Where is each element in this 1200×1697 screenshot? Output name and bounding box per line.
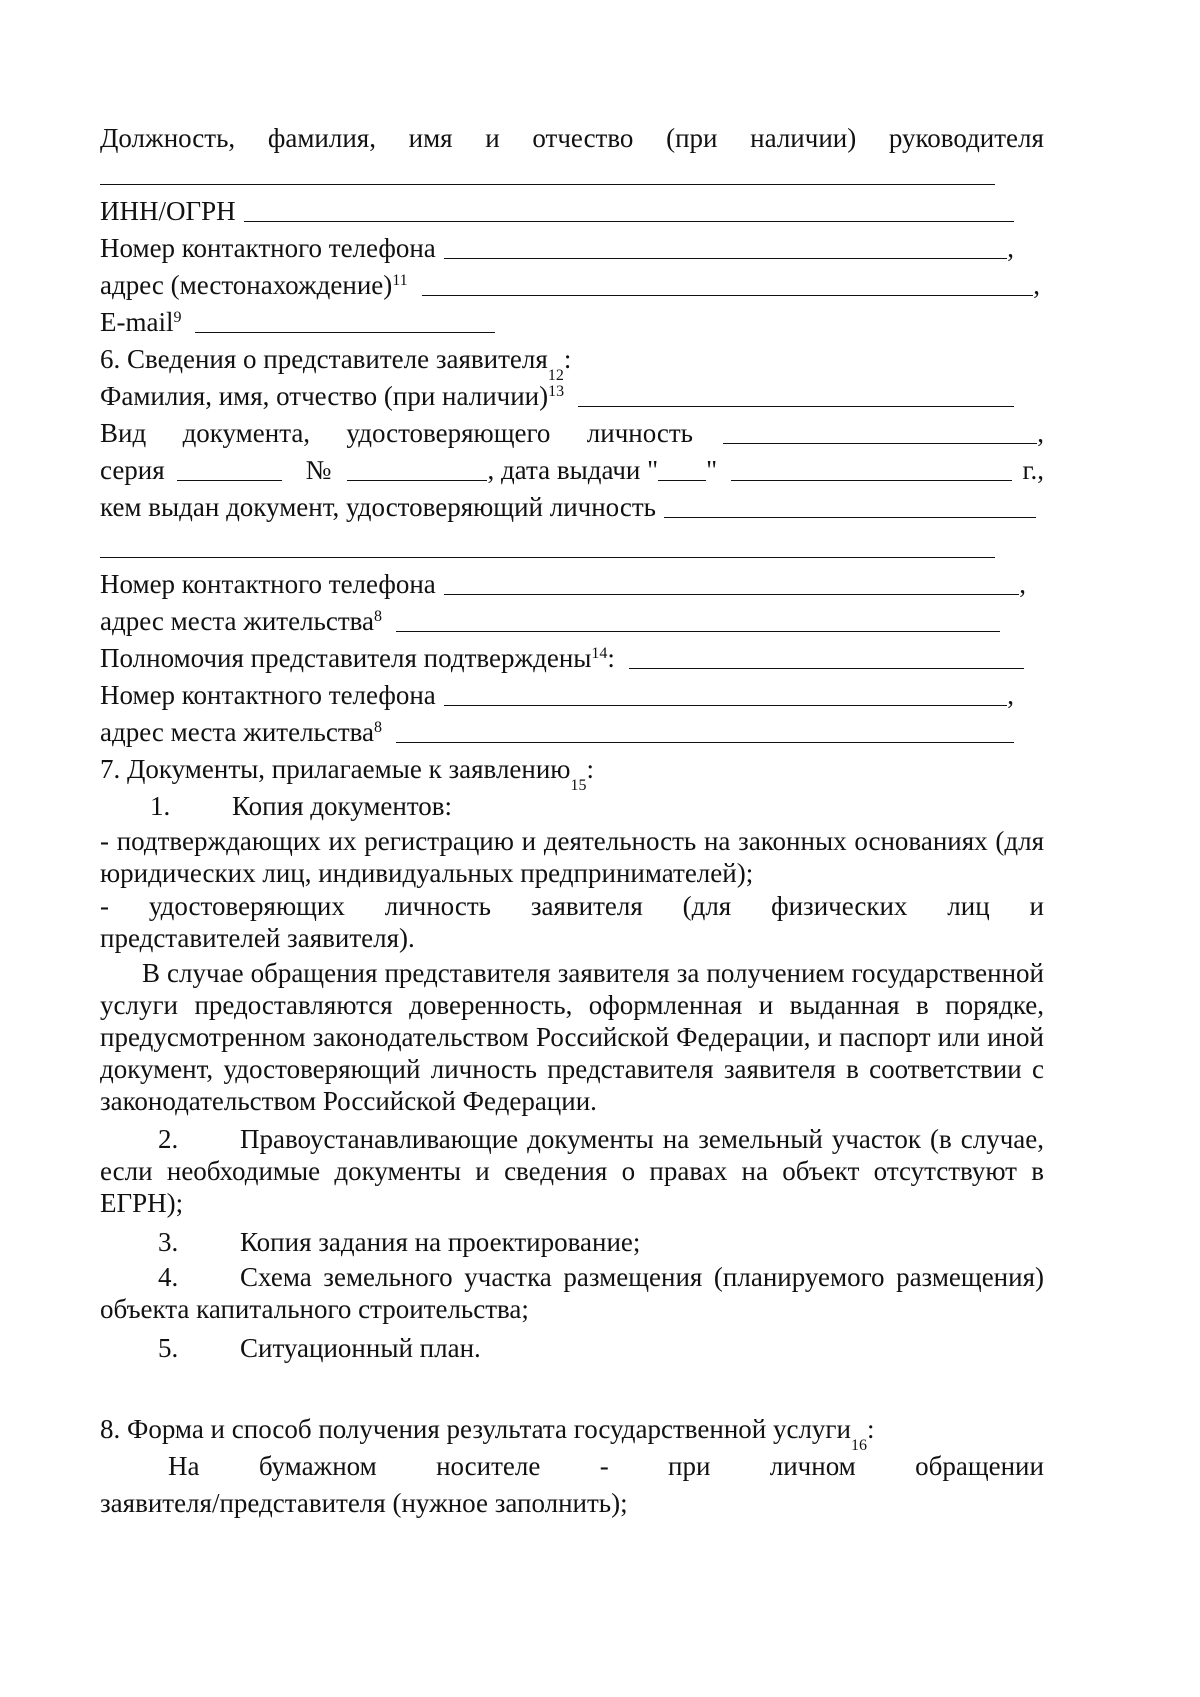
rep-issued-by-row <box>100 487 1044 524</box>
list-item-number: 5. <box>158 1333 179 1363</box>
word: имя <box>408 123 453 153</box>
list-sub-item <box>100 889 1044 923</box>
issued-by-label: кем выдан документ, удостоверяющий личность <box>100 492 656 522</box>
rep-fio-row <box>100 376 1044 413</box>
list-item-text: Копия задания на проектирование; <box>240 1227 641 1257</box>
list-item <box>100 1219 1044 1259</box>
rep-fio-field[interactable] <box>578 406 1014 407</box>
footnote-ref: 8 <box>374 608 383 625</box>
comma: , <box>1019 569 1026 599</box>
rep-phone-label: Номер контактного телефона <box>100 569 436 599</box>
section8-title: 8. Форма и способ получения результата государственной услуги 16 : <box>100 1414 875 1454</box>
org-address-row <box>100 265 1044 302</box>
word: наличии) <box>750 123 857 153</box>
comma: , <box>1033 270 1040 300</box>
word: личность <box>384 891 491 921</box>
rep-phone-row <box>100 564 1044 601</box>
footnote-ref: 8 <box>374 719 383 736</box>
list-item-text: Копия документов: <box>232 791 453 821</box>
word: - <box>100 891 109 921</box>
head-position-label <box>100 118 1044 155</box>
issued-by-cont-row <box>100 524 1044 564</box>
form-body <box>100 118 1044 1520</box>
org-address-field[interactable] <box>422 295 1034 296</box>
word: бумажном <box>258 1451 377 1481</box>
word: На <box>168 1451 200 1481</box>
word: руководителя <box>888 123 1044 153</box>
issued-by-field[interactable] <box>664 517 1036 518</box>
rep-residence2-field[interactable] <box>396 742 1014 743</box>
section7-title-text: 7. Документы, прилагаемые к заявлению <box>100 754 571 784</box>
rep-residence2-row <box>100 712 1044 749</box>
rep-authority-text: Полномочия представителя подтверждены <box>100 643 592 673</box>
word: отчество <box>532 123 634 153</box>
comma: , <box>1037 418 1044 448</box>
section6-title: 6. Сведения о представителе заявителя 12 : <box>100 344 572 384</box>
section8-line <box>100 1483 1044 1520</box>
list-item-number: 2. <box>158 1124 179 1154</box>
list-item-text: Ситуационный план. <box>240 1333 481 1363</box>
inn-field[interactable] <box>244 221 1014 222</box>
rep-residence-field[interactable] <box>396 631 1000 632</box>
rep-residence-row <box>100 601 1044 638</box>
word: обращении <box>915 1451 1044 1481</box>
org-email-field[interactable] <box>195 332 495 333</box>
head-fill-row <box>100 155 1044 191</box>
org-address-label <box>100 269 408 302</box>
rep-phone2-field[interactable] <box>444 705 1007 706</box>
word: фамилия, <box>267 123 376 153</box>
rep-phone-field[interactable] <box>444 594 1019 595</box>
colon: : <box>563 344 572 374</box>
word: (для <box>682 891 732 921</box>
section8-line-text: заявителя/представителя (нужное заполнить); <box>100 1488 628 1518</box>
rep-doc-type-row <box>100 413 1044 450</box>
inn-row <box>100 191 1044 228</box>
org-email-row <box>100 302 1044 339</box>
section6-title-text: 6. Сведения о представителе заявителя <box>100 344 548 374</box>
rep-doc-series-row <box>100 450 1044 487</box>
issue-month-year-field[interactable] <box>731 480 1012 481</box>
rep-residence2-label <box>100 716 382 749</box>
inn-label: ИНН/ОГРН <box>100 196 236 226</box>
word: носителе <box>436 1451 541 1481</box>
rep-phone2-label: Номер контактного телефона <box>100 680 436 710</box>
quote: " <box>706 455 718 485</box>
comma: , <box>1007 233 1014 263</box>
org-address-text: адрес (местонахождение) <box>100 270 393 300</box>
year-suffix: г., <box>1022 455 1044 485</box>
rep-residence2-text: адрес места жительства <box>100 717 375 747</box>
word: и <box>1029 891 1044 921</box>
footnote-ref: 11 <box>392 272 408 289</box>
rep-authority-row <box>100 638 1044 675</box>
word: физических <box>771 891 908 921</box>
issued-by-field-cont[interactable] <box>100 557 995 558</box>
word: - <box>599 1451 609 1481</box>
word: и <box>485 123 500 153</box>
word: личном <box>769 1451 856 1481</box>
list-item-number: 4. <box>158 1262 179 1292</box>
rep-doc-type-field[interactable] <box>723 443 1037 444</box>
rep-phone2-row <box>100 675 1044 712</box>
section8-title-text: 8. Форма и способ получения результата государственной услуги <box>100 1414 851 1444</box>
word: удостоверяющих <box>148 891 345 921</box>
footnote-ref: 13 <box>548 383 565 400</box>
word: Должность, <box>100 123 236 153</box>
issue-date-label: , дата выдачи " <box>487 455 659 485</box>
number-field[interactable] <box>347 480 487 481</box>
list-item-number: 3. <box>158 1227 179 1257</box>
rep-authority-field[interactable] <box>629 668 1024 669</box>
list-item <box>100 1325 1044 1365</box>
comma: , <box>1007 680 1014 710</box>
org-phone-row <box>100 228 1044 265</box>
list-item <box>100 1261 1044 1325</box>
word: удостоверяющего <box>346 418 551 448</box>
word: документа, <box>182 418 311 448</box>
section8-line <box>100 1446 1044 1483</box>
org-email-label <box>100 306 181 339</box>
number-label: № <box>305 455 332 485</box>
rep-fio-label <box>100 380 564 413</box>
series-field[interactable] <box>177 480 282 481</box>
head-fill-line[interactable] <box>100 184 995 185</box>
list-item-text: Правоустанавливающие документы на земельный участок (в случае, если необходимые документы и сведения о правах на объект отсутствуют в ЕГРН); <box>100 1124 1044 1218</box>
footnote-ref: 14 <box>591 645 608 662</box>
list-item <box>100 1123 1044 1219</box>
org-phone-label: Номер контактного телефона <box>100 233 436 263</box>
list-sub-item-cont <box>100 923 1044 955</box>
rep-residence-label <box>100 605 382 638</box>
series-label: серия <box>100 455 165 485</box>
word: личность <box>586 418 693 448</box>
rep-fio-text: Фамилия, имя, отчество (при наличии) <box>100 381 549 411</box>
rep-authority-label: Полномочия представителя подтверждены$^{14}$: <box>100 643 615 673</box>
proxy-paragraph: В случае обращения представителя заявителя за получением государственной услуги предоставляются доверенность, оформленная и выданная в порядке, предусмотренном законодательством Российской Федерации, и паспорт или иной документ, удостоверяющий личность представителя заявителя в соответствии с законодательством Российской Федерации. <box>100 958 1044 1116</box>
footnote-ref: 9 <box>173 309 182 326</box>
word: заявителя <box>530 891 643 921</box>
org-phone-field[interactable] <box>444 258 1007 259</box>
section7-title: 7. Документы, прилагаемые к заявлению 15 : <box>100 754 594 794</box>
rep-residence-text: адрес места жительства <box>100 606 375 636</box>
org-email-text: E-mail <box>100 307 174 337</box>
list-item-number: 1. <box>150 791 171 821</box>
rep-doc-type-label <box>100 417 693 450</box>
list-sub-item-text: представителей заявителя). <box>100 923 415 953</box>
word: лиц <box>947 891 990 921</box>
list-sub-item: - подтверждающих их регистрацию и деятельность на законных основаниях (для юридических лиц, индивидуальных предпринимателей); <box>100 826 1044 888</box>
word: при <box>668 1451 711 1481</box>
word: Вид <box>100 418 147 448</box>
list-item-text: Схема земельного участка размещения (планируемого размещения) объекта капитального строительства; <box>100 1262 1044 1324</box>
issue-day-field[interactable] <box>658 480 706 481</box>
word: (при <box>666 123 718 153</box>
